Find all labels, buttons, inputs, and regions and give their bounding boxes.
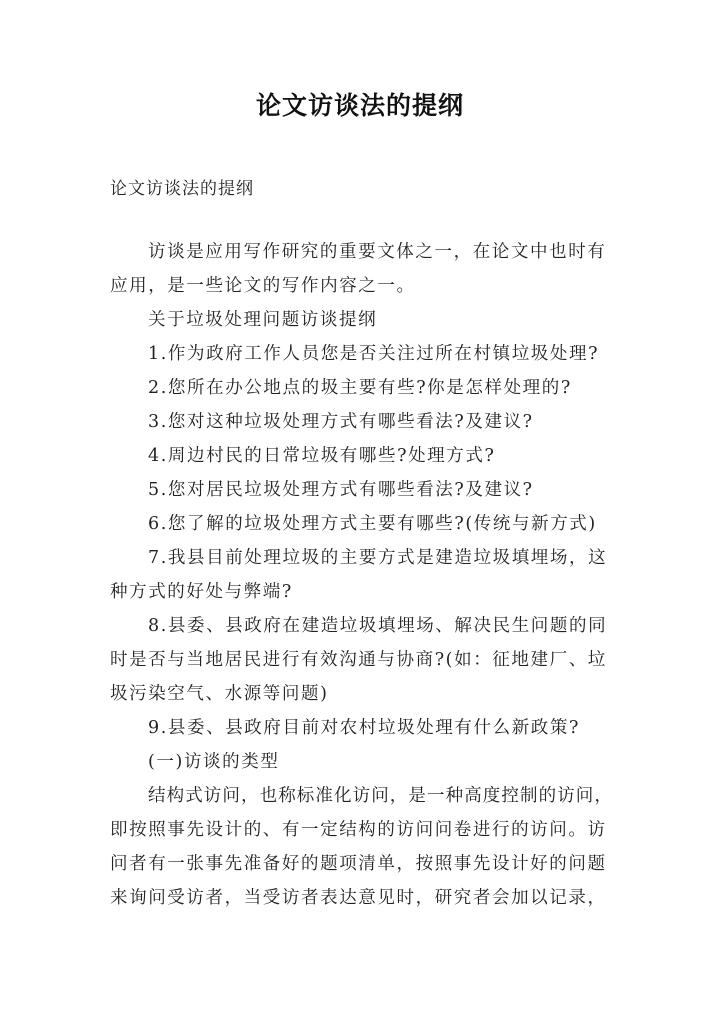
- text-line: 时是否与当地居民进行有效沟通与协商?(如：征地建厂、垃: [110, 650, 607, 670]
- text-line: 1.作为政府工作人员您是否关注过所在村镇垃圾处理?: [148, 344, 600, 364]
- document-body: [110, 235, 615, 915]
- text-line: 圾污染空气、水源等问题): [110, 684, 329, 704]
- document-subtitle: 论文访谈法的提纲: [110, 179, 254, 199]
- text-line: 结构式访问，也称标准化访问，是一种高度控制的访问，: [148, 786, 613, 806]
- text-line: 4.周边村民的日常垃圾有哪些?处理方式?: [148, 446, 496, 466]
- text-line: 关于垃圾处理问题访谈提纲: [148, 310, 378, 330]
- text-line: 7.我县目前处理垃圾的主要方式是建造垃圾填埋场，这: [148, 548, 608, 568]
- document-title: 论文访谈法的提纲: [255, 91, 464, 120]
- text-line: 种方式的好处与弊端?: [110, 582, 293, 602]
- text-line: 即按照事先设计的、有一定结构的访问问卷进行的访问。访: [110, 820, 607, 840]
- text-line: 应用，是一些论文的写作内容之一。: [110, 276, 416, 296]
- text-line: 9.县委、县政府目前对农村垃圾处理有什么新政策?: [148, 718, 580, 738]
- text-line: 8.县委、县政府在建造垃圾填埋场、解决民生问题的同: [148, 616, 608, 636]
- text-line: 访谈是应用写作研究的重要文体之一，在论文中也时有: [148, 242, 607, 262]
- text-line: 6.您了解的垃圾处理方式主要有哪些?(传统与新方式): [148, 514, 597, 534]
- text-line: 3.您对这种垃圾处理方式有哪些看法?及建议?: [148, 412, 534, 432]
- text-line: 问者有一张事先准备好的题项清单，按照事先设计好的问题: [110, 854, 607, 874]
- text-line: 5.您对居民垃圾处理方式有哪些看法?及建议?: [148, 480, 534, 500]
- text-line: 2.您所在办公地点的圾主要有些?你是怎样处理的?: [148, 378, 572, 398]
- text-line: 来询问受访者，当受访者表达意见时，研究者会加以记录，: [110, 888, 607, 908]
- text-line: (一)访谈的类型: [148, 752, 280, 772]
